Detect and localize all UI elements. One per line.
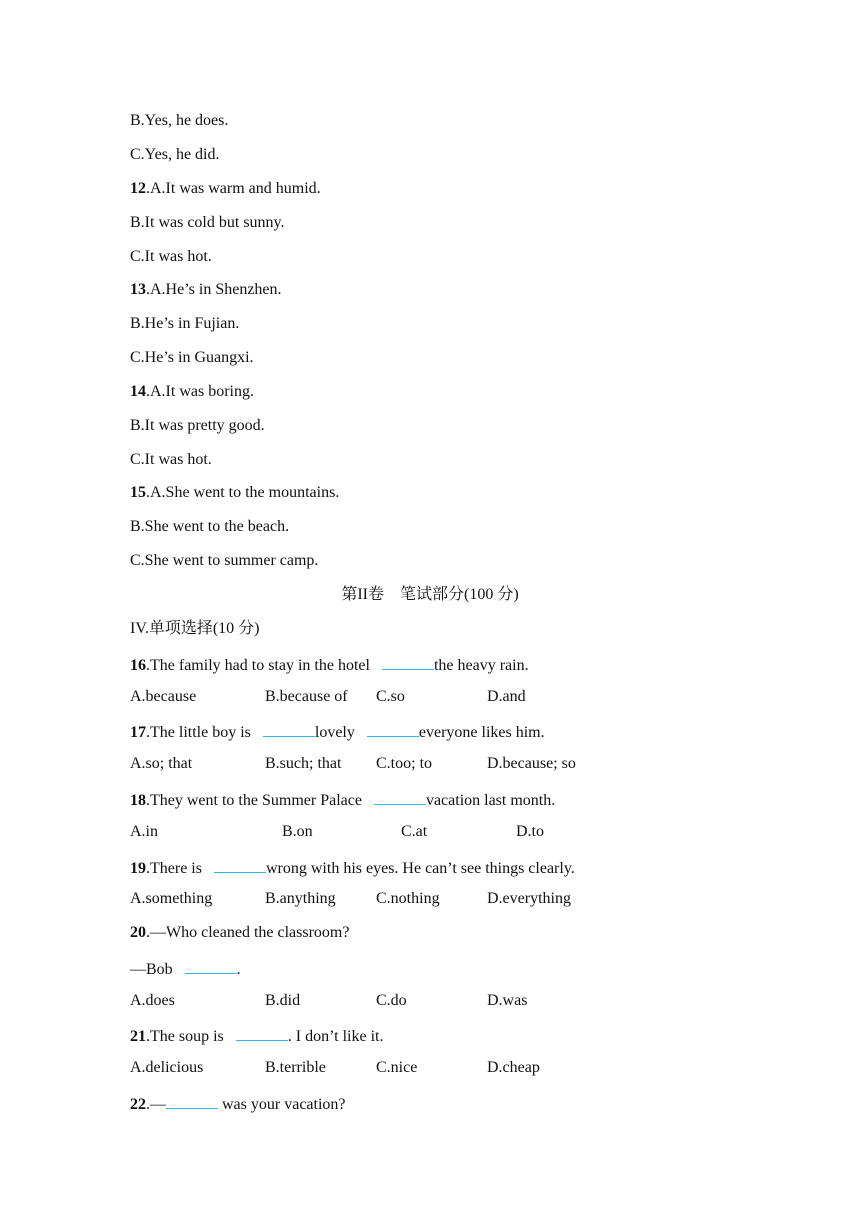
option-a: A.so; that (130, 755, 193, 772)
q15-option-c: C.She went to summer camp. (130, 552, 319, 569)
q13-option-c: C.He’s in Guangxi. (130, 349, 254, 366)
q14-option-c: C.It was hot. (130, 451, 212, 468)
answer-blank (382, 651, 434, 670)
q21-options (130, 1056, 730, 1080)
question-number: 12 (130, 180, 146, 197)
part-title: IV.单项选择(10 分) (130, 620, 260, 637)
q12-option-b: B.It was cold but sunny. (130, 214, 285, 231)
question-number: 21 (130, 1028, 146, 1045)
question-number: 22 (130, 1096, 146, 1113)
q17-stem: 17.The little boy is lovely everyone likes him. (130, 718, 545, 742)
q16-stem: 16.The family had to stay in the hotel the heavy rain. (130, 651, 529, 675)
option-c: C.do (376, 992, 407, 1009)
option-c: C.nothing (376, 890, 440, 907)
q22-stem: 22.— was your vacation? (130, 1090, 346, 1114)
answer-blank (236, 1022, 288, 1041)
option-d: D.everything (487, 890, 571, 907)
q20-stem: 20.—Who cleaned the classroom? (130, 924, 350, 941)
section-title: 第II卷 笔试部分(100 分) (341, 586, 519, 603)
q16-options (130, 685, 730, 709)
q17-options (130, 752, 730, 776)
question-number: 18 (130, 792, 146, 809)
option-d: D.to (516, 823, 544, 840)
answer-blank (166, 1090, 218, 1109)
option-d: D.was (487, 992, 528, 1009)
option-c: C.nice (376, 1059, 418, 1076)
q11-option-c: C.Yes, he did. (130, 146, 220, 163)
q18-options (130, 820, 730, 844)
q19-stem: 19.There is wrong with his eyes. He can’t see things clearly. (130, 854, 575, 878)
q14-option-a: 14.A.It was boring. (130, 383, 254, 400)
q13-option-a: 13.A.He’s in Shenzhen. (130, 281, 282, 298)
q15-option-b: B.She went to the beach. (130, 518, 290, 535)
option-a: A.delicious (130, 1059, 204, 1076)
question-number: 16 (130, 657, 146, 674)
question-number: 20 (130, 924, 146, 941)
option-c: C.too; to (376, 755, 433, 772)
q15-option-a: 15.A.She went to the mountains. (130, 484, 340, 501)
option-a: A.in (130, 823, 158, 840)
answer-blank (374, 786, 426, 805)
answer-blank (263, 718, 315, 737)
option-b: B.on (282, 823, 313, 840)
option-a: A.does (130, 992, 175, 1009)
option-b: B.such; that (265, 755, 342, 772)
q20-options (130, 989, 730, 1013)
q20-answer-line: —Bob . (130, 955, 241, 979)
option-a: A.something (130, 890, 213, 907)
option-a: A.because (130, 688, 197, 705)
option-b: B.because of (265, 688, 348, 705)
q13-option-b: B.He’s in Fujian. (130, 315, 240, 332)
q11-option-b: B.Yes, he does. (130, 112, 229, 129)
question-number: 19 (130, 860, 146, 877)
q18-stem: 18.They went to the Summer Palace vacation last month. (130, 786, 555, 810)
option-b: B.did (265, 992, 301, 1009)
question-number: 13 (130, 281, 146, 298)
option-c: C.so (376, 688, 405, 705)
option-c: C.at (401, 823, 428, 840)
q12-option-c: C.It was hot. (130, 248, 212, 265)
option-b: B.anything (265, 890, 336, 907)
answer-blank (214, 854, 266, 873)
option-b: B.terrible (265, 1059, 326, 1076)
option-d: D.because; so (487, 755, 576, 772)
answer-blank (367, 718, 419, 737)
q14-option-b: B.It was pretty good. (130, 417, 265, 434)
question-number: 14 (130, 383, 146, 400)
question-number: 17 (130, 724, 146, 741)
option-d: D.cheap (487, 1059, 540, 1076)
answer-blank (185, 955, 237, 974)
q12-option-a: 12.A.It was warm and humid. (130, 180, 321, 197)
q21-stem: 21.The soup is . I don’t like it. (130, 1022, 383, 1046)
question-number: 15 (130, 484, 146, 501)
q19-options (130, 887, 730, 911)
option-d: D.and (487, 688, 526, 705)
